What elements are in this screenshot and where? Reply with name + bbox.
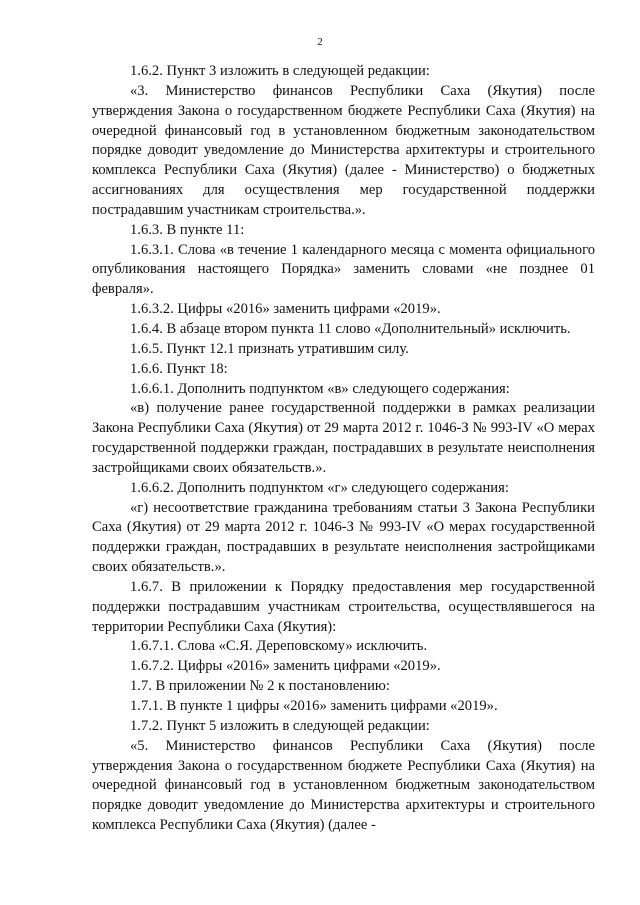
page-number: 2 [317, 36, 323, 48]
paragraph: 1.6.6.1. Дополнить подпунктом «в» следующего содержания: [130, 380, 510, 397]
paragraph: 1.7. В приложении № 2 к постановлению: [130, 678, 390, 695]
quoted-paragraph: «5. Министерство финансов Республики Саха (Якутия) после утверждения Закона о государственном бюджете Республики Саха (Якутия) на очередной финансовый год в установленном бюджетным законодательством порядке доводит уведомление до Министерства архитектуры и строительного комплекса Республики Саха (Якутия) (далее - [92, 737, 595, 834]
paragraph: 1.6.3. В пункте 11: [130, 221, 245, 238]
paragraph: 1.6.6. Пункт 18: [130, 360, 228, 377]
paragraph: 1.7.1. В пункте 1 цифры «2016» заменить цифрами «2019». [130, 698, 498, 714]
quoted-paragraph: «г) несоответствие гражданина требованиям статьи 3 Закона Республики Саха (Якутия) от 29 марта 2012 г. 1046-З № 993-IV «О мерах государственной поддержки граждан, пострадавших в результате неисполнения застройщиками своих обязательств.». [92, 499, 595, 576]
paragraph: 1.6.6.2. Дополнить подпунктом «г» следующего содержания: [130, 479, 509, 496]
paragraph: 1.6.2. Пункт 3 изложить в следующей редакции: [130, 63, 430, 79]
paragraph: 1.6.3.1. Слова «в течение 1 календарного месяца с момента официального опубликования настоящего Порядка» заменить словами «не позднее 01 февраля». [92, 241, 595, 298]
paragraph: 1.7.2. Пункт 5 изложить в следующей редакции: [130, 717, 430, 734]
paragraph: 1.6.3.2. Цифры «2016» заменить цифрами «2019». [130, 301, 441, 318]
paragraph: 1.6.7.2. Цифры «2016» заменить цифрами «2019». [130, 658, 441, 675]
document-body [92, 62, 595, 836]
paragraph: 1.6.7.1. Слова «С.Я. Дереповскому» исключить. [130, 638, 428, 655]
quoted-paragraph: «3. Министерство финансов Республики Саха (Якутия) после утверждения Закона о государственном бюджете Республики Саха (Якутия) на очередной финансовый год в установленном бюджетным законодательством порядке доводит уведомление до Министерства архитектуры и строительного комплекса Республики Саха (Якутия) (далее - Министерство) о бюджетных ассигнованиях для осуществления мер государственной поддержки пострадавшим участникам строительства.». [92, 82, 595, 218]
paragraph: 1.6.4. В абзаце втором пункта 11 слово «Дополнительный» исключить. [130, 320, 571, 337]
paragraph: 1.6.5. Пункт 12.1 признать утратившим силу. [130, 340, 409, 357]
quoted-paragraph: «в) получение ранее государственной поддержки в рамках реализации Закона Республики Саха (Якутия) от 29 марта 2012 г. 1046-З № 993-IV «О мерах государственной поддержки граждан, пострадавших в результате неисполнения застройщиками своих обязательств.». [92, 400, 595, 476]
paragraph: 1.6.7. В приложении к Порядку предоставления мер государственной поддержки пострадавшим участникам строительства, осуществлявшегося на территории Республики Саха (Якутия): [92, 578, 595, 635]
